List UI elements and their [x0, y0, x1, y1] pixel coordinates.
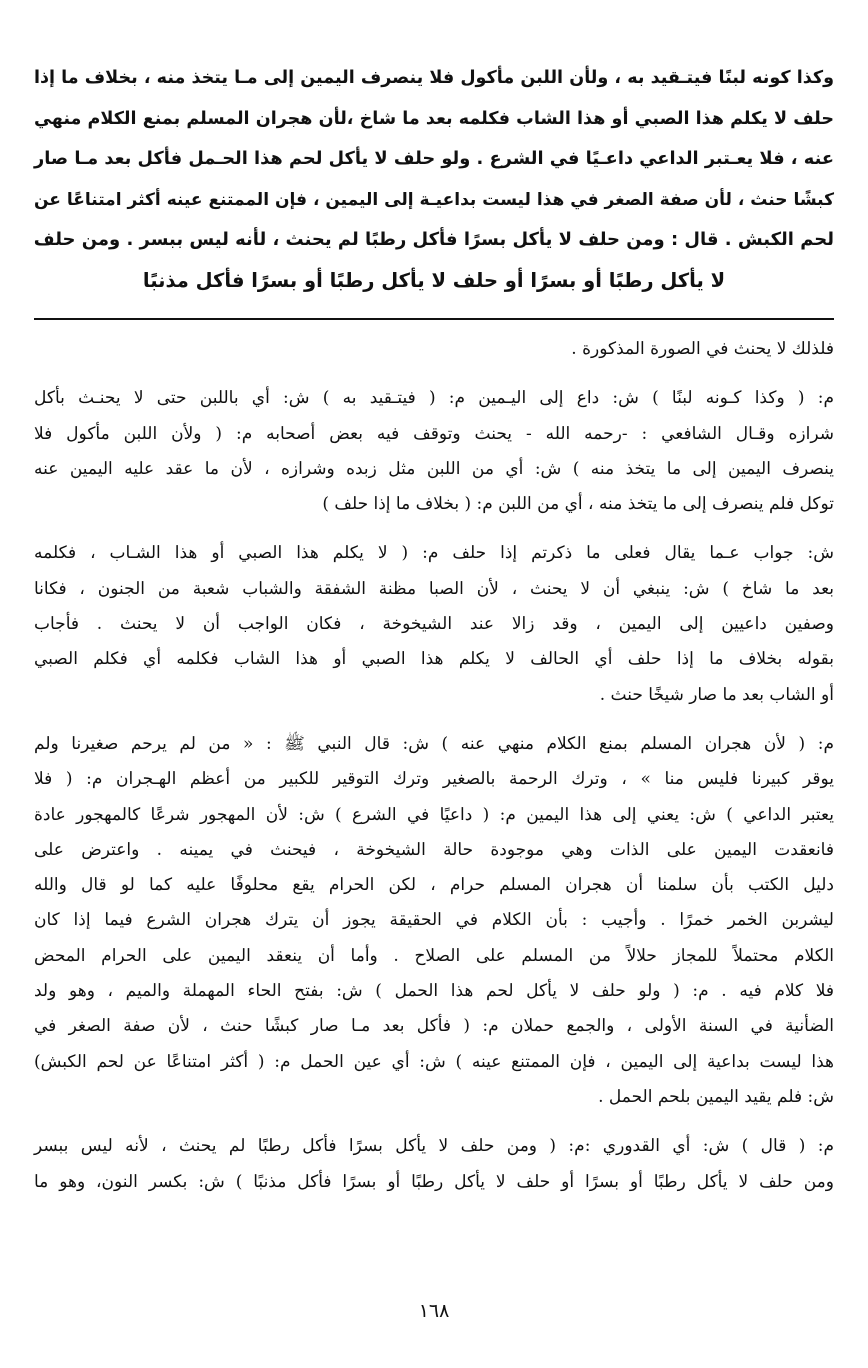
- paragraph-gap: [34, 1115, 834, 1129]
- commentary-line: الكلام محتملاً للمجاز حلالاً من المسلم على الصلاح . وأما أن ينعقد اليمين على الحرام المحض: [34, 945, 834, 966]
- main-text-block: [34, 58, 834, 301]
- separator-line: [34, 318, 834, 320]
- main-text-line: لحم الكبش . قال : ومن حلف لا يأكل بسرًا فأكل رطبًا لم يحنث ، لأنه ليس ببسر . ومن حلف: [33, 229, 834, 250]
- commentary-line: وصفين داعيين إلى اليمين ، وقد زالا عند الشيخوخة ، فكان الواجب أن لا يحنث . فأجاب: [34, 614, 834, 635]
- commentary-line: يوقر كبيرنا فليس منا » ، وترك الرحمة بالصغير وترك التوقير للكبير من أعظم الهـجران م: ( فلا: [34, 769, 834, 790]
- commentary-line: م: ( قال ) ش: أي القدوري :م: ( ومن حلف لا يأكل بسرًا فأكل رطبًا لم يحنث ، لأنه ليس ببسر: [34, 1136, 834, 1157]
- commentary-line: فلا كلام فيه . م: ( ولو حلف لا يأكل لحم هذا الحمل ) ش: بفتح الحاء المهملة والميم ، وهو ولد: [34, 981, 834, 1002]
- commentary-line: م: ( وكذا كـونه لبنًا ) ش: داع إلى اليـمين م: ( فيتـقيد به ) ش: أي باللبن حتى لا يحنـث بأكل: [34, 388, 834, 409]
- commentary-line: دليل الكتب بأن سلمنا أن هجران المسلم حرام ، لكن الحرام يقع محلوفًا عليه كما لو قال والله: [34, 875, 834, 896]
- commentary-line: بقوله بخلاف ما إذا حلف أي الحالف لا يكلم هذا الصبي أو هذا الشاب فكلمه أي فكلم الصبي: [34, 649, 834, 670]
- commentary-line: ينصرف اليمين إلى ما يتخذ منه ) ش: أي من اللبن مثل زبده وشرازه ، لأن ما عقد عليه اليمين عنه: [34, 458, 834, 479]
- main-text-line: عنه ، فلا يعـتبر الداعي داعـيًا في الشرع . ولو حلف لا يأكل لحم هذا الحـمل فأكل بعد مـا صار: [34, 148, 834, 169]
- commentary-line: فانعقدت اليمين على الذات وهي موجودة حالة الشيخوخة ، فيحنث في يمينه . واعترض على: [34, 839, 834, 860]
- paragraph-gap: [34, 522, 834, 536]
- main-text-line: حلف لا يكلم هذا الصبي أو هذا الشاب فكلمه بعد ما شاخ ،لأن هجران المسلم بمنع الكلام منهي: [34, 108, 834, 129]
- commentary-line: توكل فلم ينصرف إلى ما يتخذ منه ، أي من اللبن م: ( بخلاف ما إذا حلف ): [322, 494, 834, 515]
- commentary-line: ومن حلف لا يأكل رطبًا أو بسرًا أو حلف لا يأكل رطبًا أو بسرًا فأكل مذنبًا ) ش: بكسر النون، وهو ما: [34, 1171, 834, 1192]
- commentary-block: [34, 332, 834, 1200]
- main-text-line: وكذا كونه لبنًا فيتـقيد به ، ولأن اللبن مأكول فلا ينصرف اليمين إلى مـا يتخذ منه ، بخلاف ما إذا: [34, 68, 834, 88]
- commentary-line: م: ( لأن هجران المسلم بمنع الكلام منهي عنه ) ش: قال النبي ﷺ : « من لم يرحم صغيرنا ولم: [34, 733, 834, 754]
- commentary-line: بعد ما شاخ ) ش: ينبغي أن لا يحنث ، لأن الصبا مظنة الشفقة والشباب شعبة من الجنون ، فكانا: [34, 578, 834, 599]
- commentary-line: ليشربن الخمر خمرًا . وأجيب : بأن الكلام في الحقيقة يجوز أن يترك هجران الشرع فيما إذا كان: [34, 910, 834, 931]
- main-text-line: لا يأكل رطبًا أو بسرًا أو حلف لا يأكل رطبًا أو بسرًا فأكل مذنبًا: [142, 268, 726, 292]
- commentary-line: يعتبر الداعي ) ش: يعني إلى هذا اليمين م: ( داعيًا في الشرع ) ش: لأن المهجور شرعًا كالمهجور عادة: [34, 804, 834, 825]
- commentary-line: ش: فلم يقيد اليمين بلحم الحمل .: [598, 1086, 834, 1107]
- commentary-line: فلذلك لا يحنث في الصورة المذكورة .: [571, 339, 834, 359]
- commentary-line: هذا ليست بداعية إلى اليمين ، فإن الممتنع عينه ) ش: أي عين الحمل م: ( أكثر امتناعًا عن لحم الكبش): [34, 1051, 834, 1072]
- paragraph-gap: [34, 367, 834, 381]
- commentary-line: ش: جواب عـما يقال فعلى ما ذكرتم إذا حلف م: ( لا يكلم هذا الصبي أو هذا الشـاب ، فكلمه: [34, 543, 834, 564]
- page-number: ١٦٨: [418, 1300, 450, 1322]
- commentary-line: الضأنية في السنة الأولى ، والجمع حملان م: ( فأكل بعد مـا صار كبشًا حنث ، لأن صفة الصغر في: [34, 1016, 834, 1037]
- commentary-line: أو الشاب بعد ما صار شيخًا حنث .: [599, 684, 834, 705]
- paragraph-gap: [34, 713, 834, 727]
- main-text-line: كبشًا حنث ، لأن صفة الصغر في هذا ليست بداعيـة إلى اليمين ، فإن الممتنع عينه أكثر امتناعًا عن: [34, 189, 834, 210]
- commentary-line: شرازه وقـال الشافعي : -رحمه الله - يحنث وتوقف فيه بعض أصحابه م: ( ولأن اللبن مأكول فلا: [34, 423, 834, 444]
